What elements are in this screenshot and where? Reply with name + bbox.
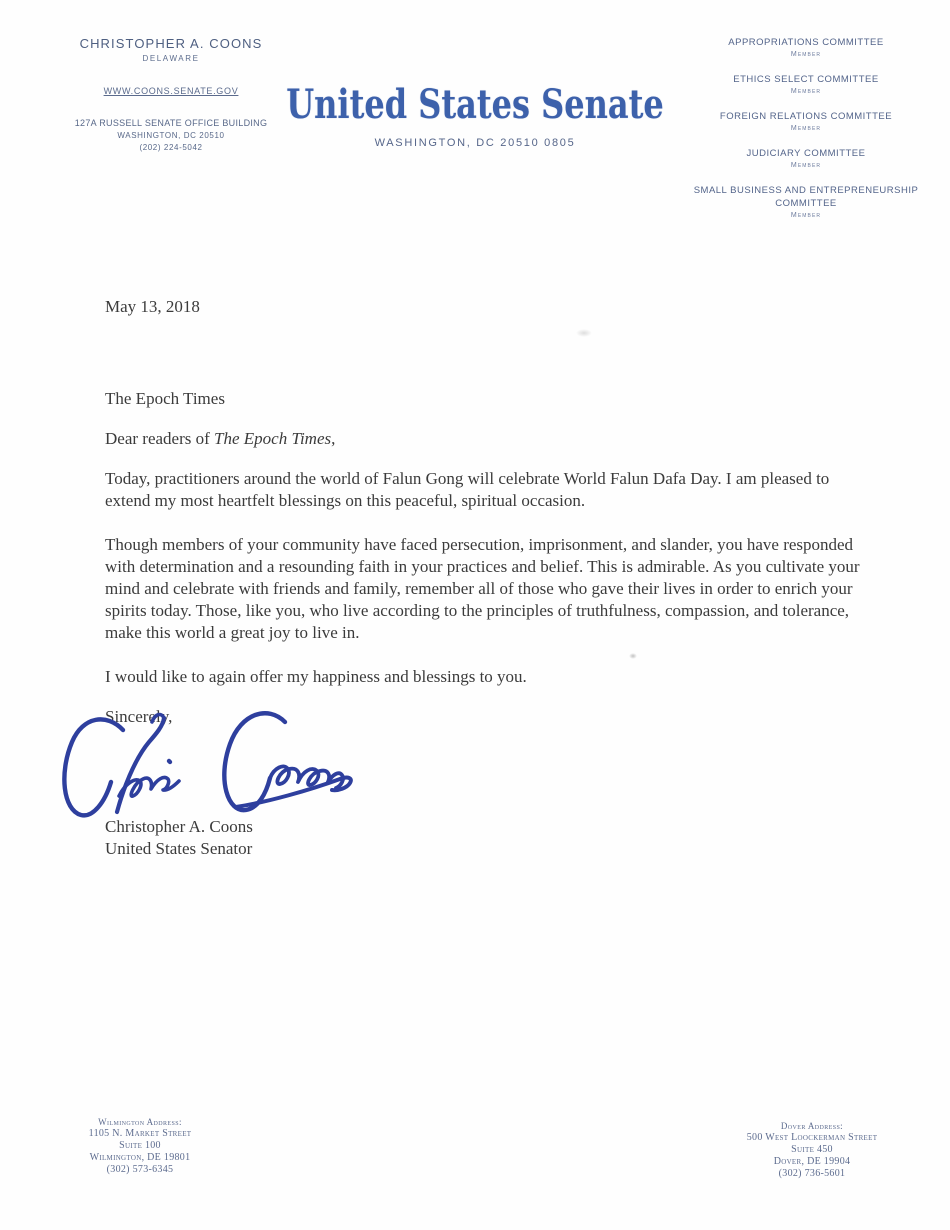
salutation-prefix: Dear readers of — [105, 429, 215, 448]
sender-phone: (202) 224-5042 — [139, 143, 203, 152]
paragraph-3: I would like to again offer my happiness and blessings to you. — [105, 667, 527, 686]
sender-state: DELAWARE — [142, 54, 200, 63]
paragraph-1: Today, practitioners around the world of Falun Gong will celebrate World Falun Dafa Day. I am pleased to extend my most heartfelt blessings on this peaceful, spiritual occasion. — [105, 469, 830, 510]
dover-city: Dover, DE 19904 — [773, 1156, 851, 1167]
committees-block — [686, 36, 926, 234]
wilmington-address-block — [36, 1116, 244, 1176]
signature-chris-coons-icon — [57, 710, 367, 834]
wilmington-city: Wilmington, DE 19801 — [89, 1152, 191, 1163]
committee-role: Member — [790, 51, 822, 58]
dover-address-block — [703, 1120, 921, 1180]
dover-address-label: Dover Address: — [780, 1121, 844, 1131]
wilmington-suite: Suite 100 — [119, 1140, 161, 1151]
senate-address: WASHINGTON, DC 20510 0805 — [374, 137, 576, 149]
sender-office-city: WASHINGTON, DC 20510 — [117, 131, 225, 140]
sender-office-address: 127A RUSSELL SENATE OFFICE BUILDING — [74, 118, 268, 128]
committee-item — [686, 184, 926, 219]
signature-block — [105, 728, 873, 816]
wilmington-street: 1105 N. Market Street — [88, 1128, 192, 1139]
signer-name: Christopher A. Coons — [105, 817, 253, 836]
sender-website-link: WWW.COONS.SENATE.GOV — [103, 86, 239, 96]
committee-name: APPROPRIATIONS COMMITTEE — [728, 37, 884, 48]
scan-artifact — [576, 329, 592, 337]
scan-artifact — [629, 653, 637, 659]
committee-role: Member — [790, 162, 822, 169]
salutation-publication: The Epoch Times — [214, 429, 332, 448]
recipient-line: The Epoch Times — [105, 389, 225, 408]
committee-name: SMALL BUSINESS AND ENTREPRENEURSHIP COMMITTEE — [693, 185, 919, 209]
committee-item — [686, 36, 926, 58]
dover-phone: (302) 736-5601 — [778, 1168, 846, 1179]
letter-date: May 13, 2018 — [105, 297, 200, 316]
committee-item — [686, 110, 926, 132]
committee-item — [686, 147, 926, 169]
paragraph-2: Though members of your community have faced persecution, imprisonment, and slander, you have responded with determination and a resounding faith in your practices and belief. This is admirable. As you cultivate your mind and celebrate with friends and family, remember all of those who gave their lives in order to enrich your spirits today. Those, like you, who live according to the principles of truthfulness, compassion, and tolerance, make this world a great joy to live in. — [105, 535, 860, 642]
committee-name: JUDICIARY COMMITTEE — [746, 148, 866, 159]
wilmington-address-label: Wilmington Address: — [98, 1117, 182, 1127]
wilmington-phone: (302) 573-6345 — [106, 1164, 174, 1175]
committee-name: FOREIGN RELATIONS COMMITTEE — [719, 111, 893, 122]
dover-suite: Suite 450 — [791, 1144, 833, 1155]
senate-title: United States Senate — [286, 81, 664, 128]
committee-item — [686, 73, 926, 95]
sender-name: CHRISTOPHER A. COONS — [79, 36, 263, 51]
committee-role: Member — [790, 88, 822, 95]
salutation-line — [105, 428, 873, 450]
committee-name: ETHICS SELECT COMMITTEE — [733, 74, 879, 85]
committee-role: Member — [790, 212, 822, 219]
dover-street: 500 West Loockerman Street — [746, 1132, 878, 1143]
salutation-suffix: , — [331, 429, 336, 448]
closing-line: Sincerely, — [105, 707, 173, 726]
signer-title: United States Senator — [105, 839, 253, 858]
letter-body — [105, 296, 873, 860]
committee-role: Member — [790, 125, 822, 132]
